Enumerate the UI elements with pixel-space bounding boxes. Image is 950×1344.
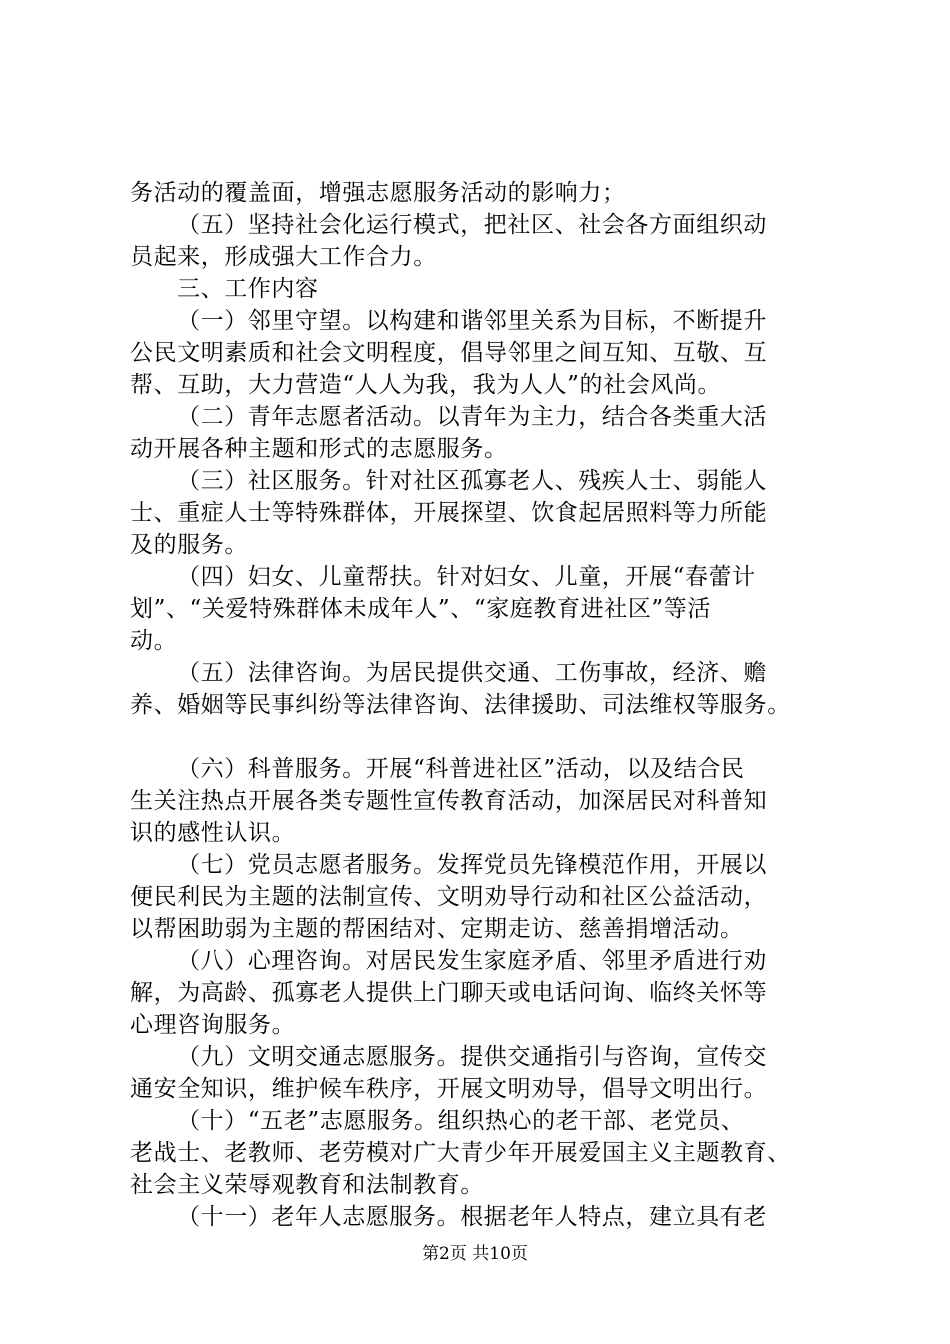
text-line: （一）邻里守望。以构建和谐邻里关系为目标，不断提升 — [177, 308, 767, 334]
text-line: 务活动的覆盖面，增强志愿服务活动的影响力； — [130, 180, 626, 206]
text-line: （九）文明交通志愿服务。提供交通指引与咨询，宣传交 — [177, 1044, 767, 1070]
text-line: 通安全知识，维护候车秩序，开展文明劝导，倡导文明出行。 — [130, 1076, 768, 1102]
text-line: 识的感性认识。 — [130, 820, 296, 846]
text-line: 帮、互助，大力营造“人人为我，我为人人”的社会风尚。 — [130, 372, 722, 398]
text-line: 员起来，形成强大工作合力。 — [130, 244, 437, 270]
text-line: （十一）老年人志愿服务。根据老年人特点，建立具有老 — [177, 1204, 767, 1230]
text-line: 便民利民为主题的法制宣传、文明劝导行动和社区公益活动， — [130, 884, 768, 910]
page-number: 第2页 共10页 — [422, 1244, 528, 1264]
text-line: 社会主义荣辱观教育和法制教育。 — [130, 1172, 484, 1198]
section-heading: 三、工作内容 — [177, 276, 319, 302]
text-line: （四）妇女、儿童帮扶。针对妇女、儿童，开展“春蕾计 — [177, 564, 756, 590]
text-line: （二）青年志愿者活动。以青年为主力，结合各类重大活 — [177, 404, 767, 430]
text-line: （五）坚持社会化运行模式，把社区、社会各方面组织动 — [177, 212, 767, 238]
text-line: 动。 — [130, 628, 178, 654]
text-line: （三）社区服务。针对社区孤寡老人、残疾人士、弱能人 — [177, 468, 767, 494]
text-line: 公民文明素质和社会文明程度，倡导邻里之间互知、互敬、互 — [130, 340, 768, 366]
text-line: 以帮困助弱为主题的帮困结对、定期走访、慈善捐增活动。 — [130, 916, 744, 942]
text-line: （六）科普服务。开展“科普进社区”活动，以及结合民 — [177, 756, 745, 782]
text-line: （七）党员志愿者服务。发挥党员先锋模范作用，开展以 — [177, 852, 767, 878]
text-line: （八）心理咨询。对居民发生家庭矛盾、邻里矛盾进行劝 — [177, 948, 767, 974]
text-line: 士、重症人士等特殊群体，开展探望、饮食起居照料等力所能 — [130, 500, 768, 526]
text-line: 老战士、老教师、老劳模对广大青少年开展爱国主义主题教育、 — [130, 1140, 791, 1166]
text-line: 及的服务。 — [130, 532, 248, 558]
text-line: 生关注热点开展各类专题性宣传教育活动，加深居民对科普知 — [130, 788, 768, 814]
text-line: 养、婚姻等民事纠纷等法律咨询、法律援助、司法维权等服务。 — [130, 692, 791, 718]
text-line: 心理咨询服务。 — [130, 1012, 296, 1038]
text-line: 划”、“关爱特殊群体未成年人”、“家庭教育进社区”等活 — [130, 596, 711, 622]
text-line: （五）法律咨询。为居民提供交通、工伤事故，经济、赡 — [177, 660, 767, 686]
text-line: 解，为高龄、孤寡老人提供上门聊天或电话问询、临终关怀等 — [130, 980, 768, 1006]
text-line: （十）“五老”志愿服务。组织热心的老干部、老党员、 — [177, 1108, 745, 1134]
text-line: 动开展各种主题和形式的志愿服务。 — [130, 436, 508, 462]
